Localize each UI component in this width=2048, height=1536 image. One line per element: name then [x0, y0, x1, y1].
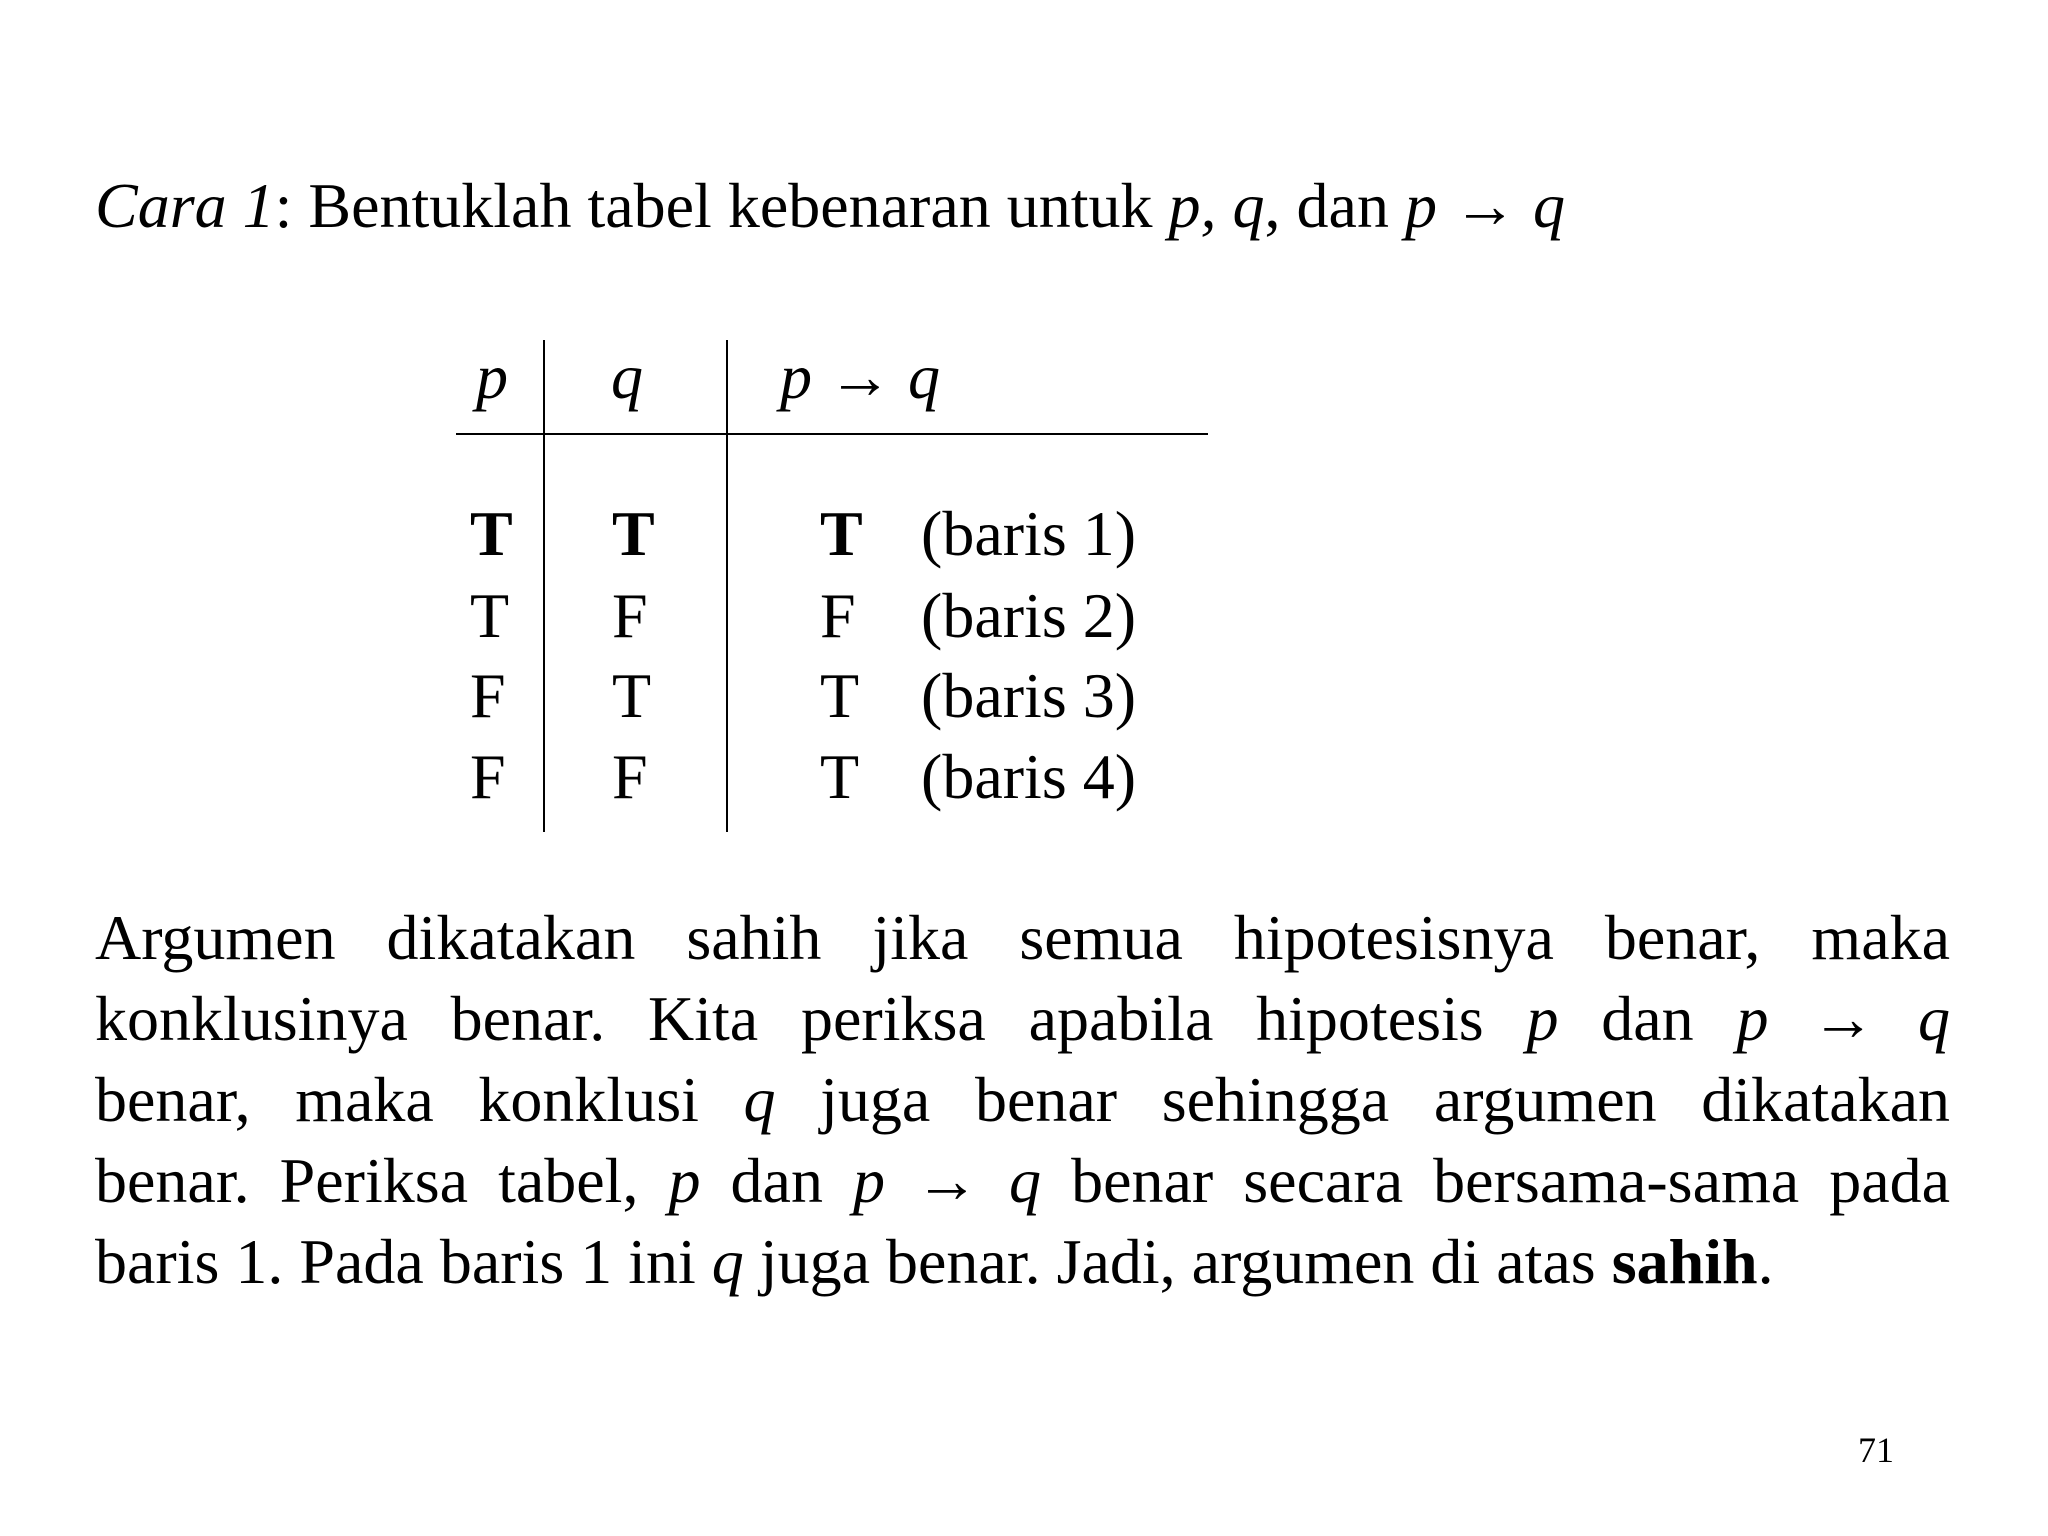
paragraph-text: dan	[1558, 983, 1737, 1054]
cell-r4-q: F	[612, 741, 648, 812]
header-rule	[456, 433, 1208, 435]
heading-vars: p, q	[1168, 170, 1265, 241]
cell-r3-pq: T	[820, 660, 860, 731]
cell-r3-q: T	[612, 660, 652, 731]
paragraph-text: .	[1757, 1226, 1774, 1297]
paragraph-text: benar, maka konklusi	[95, 1064, 744, 1135]
paragraph-text: benar. Periksa tabel,	[95, 1145, 669, 1216]
paragraph-text: konklusinya benar. Kita periksa apabila hipotesis	[95, 983, 1527, 1054]
math-expr-p-implies-q: p → q	[1736, 983, 1951, 1054]
cell-r3-p: F	[470, 660, 506, 731]
math-var-q: q	[711, 1226, 744, 1297]
math-expr-p-implies-q: p → q	[852, 1145, 1042, 1216]
paragraph-text: juga benar. Jadi, argumen di atas	[743, 1226, 1612, 1297]
cell-r4-note: (baris 4)	[921, 741, 1137, 812]
math-var-p: p	[668, 1145, 701, 1216]
col-header-p-implies-q: p → q	[780, 341, 940, 412]
heading-line	[95, 166, 1565, 246]
cell-r4-pq: T	[820, 741, 860, 812]
col-header-p: p	[476, 341, 508, 412]
paragraph-line-1-text: Argumen dikatakan sahih jika semua hipotesisnya benar, maka	[95, 902, 1950, 973]
paragraph-line-1	[95, 897, 1950, 978]
col-header-q: q	[611, 341, 643, 412]
cell-r2-pq: F	[820, 580, 856, 651]
math-var-q: q	[743, 1064, 776, 1135]
paragraph-line-2	[95, 978, 1950, 1059]
paragraph-line-4	[95, 1140, 1950, 1221]
paragraph-line-3	[95, 1059, 1950, 1140]
cell-r1-note: (baris 1)	[921, 498, 1137, 569]
explanation-paragraph	[95, 897, 1950, 1302]
column-divider-1	[543, 340, 545, 832]
heading-conj: , dan	[1264, 170, 1405, 241]
math-var-p: p	[1526, 983, 1559, 1054]
heading-text: : Bentuklah tabel kebenaran untuk	[274, 170, 1169, 241]
cell-r4-p: F	[470, 741, 506, 812]
cell-r2-p: T	[470, 580, 510, 651]
cell-r1-pq: T	[820, 498, 863, 569]
cell-r1-q: T	[612, 498, 655, 569]
cell-r1-p: T	[470, 498, 513, 569]
paragraph-text: juga benar sehingga argumen dikatakan	[775, 1064, 1951, 1135]
paragraph-line-5	[95, 1221, 1950, 1302]
heading-label: Cara 1	[95, 170, 275, 241]
cell-r2-note: (baris 2)	[921, 580, 1137, 651]
page-number: 71	[1858, 1430, 1894, 1470]
conclusion-word: sahih	[1611, 1226, 1758, 1297]
paragraph-text: benar secara bersama-sama pada	[1041, 1145, 1951, 1216]
paragraph-text: baris 1. Pada baris 1 ini	[95, 1226, 712, 1297]
column-divider-2	[726, 340, 728, 832]
cell-r3-note: (baris 3)	[921, 660, 1137, 731]
heading-expr: p → q	[1404, 170, 1565, 241]
paragraph-text: dan	[700, 1145, 853, 1216]
cell-r2-q: F	[612, 580, 648, 651]
